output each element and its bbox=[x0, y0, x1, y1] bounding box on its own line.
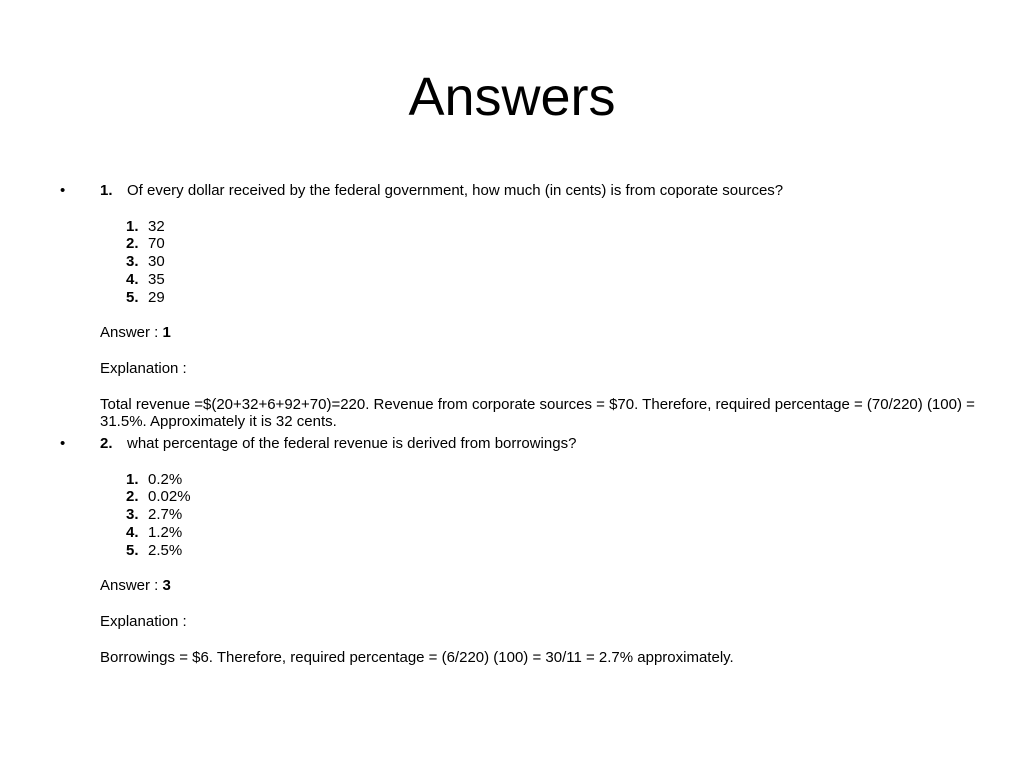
option-value: 0.2% bbox=[148, 470, 183, 488]
option-item bbox=[126, 218, 970, 236]
question-text: Of every dollar received by the federal government, how much (in cents) is from coporate sources? bbox=[127, 182, 784, 199]
bullet-marker: • bbox=[60, 182, 66, 199]
option-value: 0.02% bbox=[148, 488, 191, 506]
option-value: 2.7% bbox=[148, 506, 183, 524]
question-1 bbox=[60, 182, 975, 431]
option-number: 2. bbox=[126, 235, 139, 253]
option-number: 3. bbox=[126, 506, 139, 524]
option-number: 5. bbox=[126, 541, 139, 559]
option-item bbox=[126, 506, 970, 524]
explanation-text: Borrowings = $6. Therefore, required percentage = (6/220) (100) = 30/11 = 2.7% approximately. bbox=[100, 648, 734, 666]
option-number: 5. bbox=[126, 288, 139, 306]
answer-line bbox=[100, 324, 970, 342]
question-text: what percentage of the federal revenue is derived from borrowings? bbox=[127, 435, 577, 452]
option-item bbox=[126, 271, 970, 289]
option-value: 70 bbox=[148, 235, 165, 253]
option-number: 1. bbox=[126, 470, 139, 488]
question-line bbox=[100, 182, 970, 200]
option-item bbox=[126, 289, 970, 307]
option-item bbox=[126, 235, 970, 253]
option-value: 1.2% bbox=[148, 523, 183, 541]
options-list bbox=[100, 218, 970, 307]
option-number: 4. bbox=[126, 270, 139, 288]
option-number: 3. bbox=[126, 253, 139, 271]
option-number: 2. bbox=[126, 488, 139, 506]
option-item bbox=[126, 253, 970, 271]
bullet-marker: • bbox=[60, 435, 66, 452]
explanation-text: Total revenue =$(20+32+6+92+70)=220. Revenue from corporate sources = $70. Therefore, required percentage = (70/220) (100) = 31.5%. Approximately it is 32 cents. bbox=[100, 395, 975, 431]
option-value: 35 bbox=[148, 270, 165, 288]
explanation-label: Explanation : bbox=[100, 359, 187, 377]
option-item bbox=[126, 524, 970, 542]
answer-label: Answer : bbox=[100, 324, 163, 342]
option-value: 29 bbox=[148, 288, 165, 306]
option-value: 32 bbox=[148, 217, 165, 235]
explanation-label: Explanation : bbox=[100, 612, 187, 630]
question-line bbox=[100, 435, 970, 453]
option-item bbox=[126, 471, 970, 489]
slide-title: Answers bbox=[408, 67, 616, 127]
option-item bbox=[126, 542, 970, 560]
option-item bbox=[126, 488, 970, 506]
option-number: 4. bbox=[126, 523, 139, 541]
answer-line bbox=[100, 577, 970, 595]
question-number: 2. bbox=[100, 435, 113, 452]
option-number: 1. bbox=[126, 217, 139, 235]
option-value: 2.5% bbox=[148, 541, 183, 559]
question-2 bbox=[60, 435, 970, 666]
question-number: 1. bbox=[100, 182, 113, 199]
question-body bbox=[100, 435, 970, 666]
answer-value: 1 bbox=[162, 324, 171, 342]
options-list bbox=[100, 471, 970, 560]
question-body bbox=[100, 182, 975, 431]
answer-label: Answer : bbox=[100, 577, 163, 595]
answer-value: 3 bbox=[162, 577, 171, 595]
option-value: 30 bbox=[148, 253, 165, 271]
